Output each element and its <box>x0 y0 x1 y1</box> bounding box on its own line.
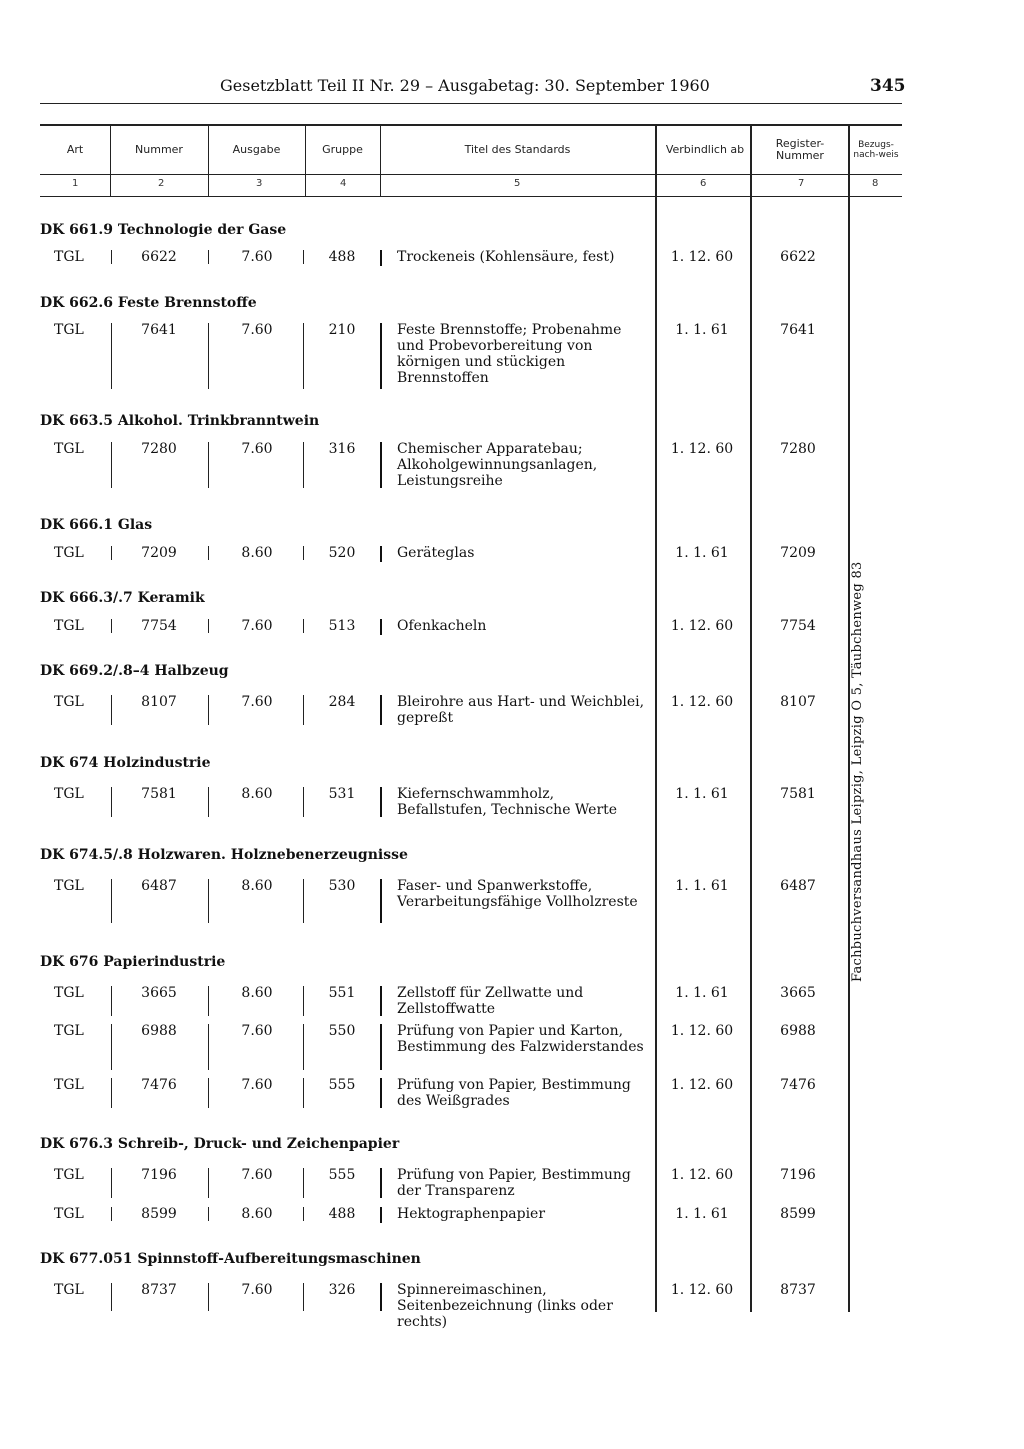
section-heading: DK 661.9 Technologie der Gase <box>40 222 287 238</box>
cell-ausgabe: 8.60 <box>241 1206 273 1222</box>
cell-gruppe: 316 <box>328 441 356 457</box>
page-header-title: Gesetzblatt Teil II Nr. 29 – Ausgabetag: 30. September 1960 <box>220 76 710 95</box>
row-separator <box>208 546 209 560</box>
cell-verbindlich: 1. 1. 61 <box>675 878 729 894</box>
row-separator <box>111 1024 112 1070</box>
section-heading: DK 676.3 Schreib-, Druck- und Zeichenpapier <box>40 1136 400 1152</box>
row-separator <box>303 250 304 264</box>
cell-verbindlich: 1. 12. 60 <box>670 1023 734 1039</box>
row-separator <box>303 1207 304 1221</box>
cell-title: Prüfung von Papier, Bestimmung der Transparenz <box>397 1167 631 1199</box>
cell-title: Prüfung von Papier und Karton, Bestimmung des Falzwiderstandes <box>397 1023 644 1055</box>
cell-nummer: 8107 <box>141 694 177 710</box>
cell-gruppe: 530 <box>328 878 356 894</box>
row-separator <box>208 879 209 923</box>
col-number: 5 <box>514 178 521 189</box>
cell-gruppe: 513 <box>328 618 356 634</box>
cell-gruppe: 555 <box>328 1167 356 1183</box>
section-heading: DK 676 Papierindustrie <box>40 954 226 970</box>
row-separator <box>380 879 382 923</box>
cell-ausgabe: 7.60 <box>241 1167 273 1183</box>
row-separator <box>111 323 112 389</box>
col-number: 8 <box>872 178 879 189</box>
row-separator <box>303 442 304 488</box>
row-separator <box>380 1207 382 1223</box>
col-number: 6 <box>700 178 707 189</box>
row-separator <box>208 1078 209 1108</box>
cell-gruppe: 326 <box>328 1282 356 1298</box>
col-header-gruppe: Gruppe <box>322 143 363 156</box>
cell-art: TGL <box>54 1023 84 1039</box>
cell-ausgabe: 8.60 <box>241 786 273 802</box>
cell-register: 8599 <box>780 1206 816 1222</box>
row-separator <box>380 619 382 635</box>
row-separator <box>111 986 112 1016</box>
cell-verbindlich: 1. 12. 60 <box>670 1077 734 1093</box>
col-header-ausgabe: Ausgabe <box>232 143 281 156</box>
col-header-titel: Titel des Standards <box>464 143 571 156</box>
cell-art: TGL <box>54 786 84 802</box>
row-separator <box>303 546 304 560</box>
cell-register: 8107 <box>780 694 816 710</box>
cell-nummer: 8599 <box>141 1206 177 1222</box>
cell-gruppe: 555 <box>328 1077 356 1093</box>
cell-ausgabe: 7.60 <box>241 322 273 338</box>
row-separator <box>380 695 382 725</box>
cell-nummer: 7641 <box>141 322 177 338</box>
col-header-nummer: Nummer <box>135 143 183 156</box>
cell-art: TGL <box>54 878 84 894</box>
cell-nummer: 7209 <box>141 545 177 561</box>
cell-verbindlich: 1. 12. 60 <box>670 249 734 265</box>
cell-ausgabe: 7.60 <box>241 1023 273 1039</box>
cell-title: Geräteglas <box>397 545 475 561</box>
cell-register: 7476 <box>780 1077 816 1093</box>
row-separator <box>111 250 112 264</box>
cell-verbindlich: 1. 12. 60 <box>670 618 734 634</box>
row-separator <box>303 787 304 817</box>
row-separator <box>380 1283 382 1311</box>
page-number: 345 <box>870 76 906 96</box>
row-separator <box>208 442 209 488</box>
cell-title: Chemischer Apparatebau; Alkoholgewinnungsanlagen, Leistungsreihe <box>397 441 598 489</box>
row-separator <box>111 695 112 725</box>
cell-title: Prüfung von Papier, Bestimmung des Weißgrades <box>397 1077 631 1109</box>
cell-art: TGL <box>54 441 84 457</box>
column-header-rule <box>40 174 902 175</box>
cell-art: TGL <box>54 985 84 1001</box>
cell-title: Spinnereimaschinen, Seitenbezeichnung (links oder rechts) <box>397 1282 613 1330</box>
row-separator <box>380 250 382 266</box>
row-separator <box>208 1283 209 1311</box>
cell-register: 6988 <box>780 1023 816 1039</box>
cell-gruppe: 210 <box>328 322 356 338</box>
row-separator <box>303 619 304 633</box>
row-separator <box>208 787 209 817</box>
cell-ausgabe: 7.60 <box>241 618 273 634</box>
col-header-bezug: Bezugs-nach-weis <box>853 140 899 160</box>
cell-nummer: 7581 <box>141 786 177 802</box>
row-separator <box>380 1168 382 1198</box>
side-note-publisher: Fachbuchversandhaus Leipzig, Leipzig O 5, Täubchenweg 83 <box>850 561 865 982</box>
cell-ausgabe: 8.60 <box>241 545 273 561</box>
row-separator <box>303 986 304 1016</box>
row-separator <box>208 986 209 1016</box>
cell-title: Trockeneis (Kohlensäure, fest) <box>397 249 615 265</box>
col-number: 1 <box>72 178 79 189</box>
cell-title: Zellstoff für Zellwatte und Zellstoffwatte <box>397 985 584 1017</box>
row-separator <box>208 323 209 389</box>
cell-nummer: 7476 <box>141 1077 177 1093</box>
cell-nummer: 7196 <box>141 1167 177 1183</box>
cell-gruppe: 550 <box>328 1023 356 1039</box>
row-separator <box>111 619 112 633</box>
row-separator <box>208 1024 209 1070</box>
cell-ausgabe: 7.60 <box>241 1282 273 1298</box>
cell-gruppe: 551 <box>328 985 356 1001</box>
cell-register: 7280 <box>780 441 816 457</box>
cell-art: TGL <box>54 1206 84 1222</box>
col-number: 4 <box>340 178 347 189</box>
cell-gruppe: 488 <box>328 1206 356 1222</box>
row-separator <box>380 442 382 488</box>
cell-gruppe: 284 <box>328 694 356 710</box>
cell-ausgabe: 8.60 <box>241 878 273 894</box>
row-separator <box>303 323 304 389</box>
cell-nummer: 6988 <box>141 1023 177 1039</box>
col-separator-register <box>750 126 752 1312</box>
cell-title: Feste Brennstoffe; Probenahme und Probevorbereitung von körnigen und stückigen Brennstoffen <box>397 322 622 386</box>
cell-art: TGL <box>54 1077 84 1093</box>
cell-ausgabe: 7.60 <box>241 1077 273 1093</box>
section-heading: DK 674.5/.8 Holzwaren. Holznebenerzeugnisse <box>40 847 408 863</box>
cell-art: TGL <box>54 545 84 561</box>
section-heading: DK 674 Holzindustrie <box>40 755 211 771</box>
cell-title: Kiefernschwammholz, Befallstufen, Technische Werte <box>397 786 618 818</box>
row-separator <box>111 879 112 923</box>
col-header-register: Register-Nummer <box>775 137 825 162</box>
row-separator <box>208 1207 209 1221</box>
row-separator <box>380 787 382 817</box>
cell-title: Faser- und Spanwerkstoffe, Verarbeitungsfähige Vollholzreste <box>397 878 638 910</box>
header-rule <box>40 103 902 104</box>
col-number: 7 <box>798 178 805 189</box>
row-separator <box>380 986 382 1016</box>
row-separator <box>111 1207 112 1221</box>
cell-verbindlich: 1. 1. 61 <box>675 985 729 1001</box>
cell-art: TGL <box>54 1167 84 1183</box>
row-separator <box>380 1078 382 1108</box>
row-separator <box>303 1078 304 1108</box>
row-separator <box>303 1024 304 1070</box>
cell-register: 6622 <box>780 249 816 265</box>
cell-verbindlich: 1. 12. 60 <box>670 1282 734 1298</box>
cell-nummer: 6622 <box>141 249 177 265</box>
col-header-art: Art <box>66 143 84 156</box>
cell-verbindlich: 1. 12. 60 <box>670 694 734 710</box>
cell-title: Hektographenpapier <box>397 1206 546 1222</box>
cell-register: 7209 <box>780 545 816 561</box>
section-heading: DK 666.1 Glas <box>40 517 153 533</box>
cell-verbindlich: 1. 12. 60 <box>670 441 734 457</box>
cell-register: 3665 <box>780 985 816 1001</box>
cell-ausgabe: 7.60 <box>241 441 273 457</box>
cell-nummer: 8737 <box>141 1282 177 1298</box>
cell-art: TGL <box>54 694 84 710</box>
cell-verbindlich: 1. 1. 61 <box>675 1206 729 1222</box>
col-number: 3 <box>256 178 263 189</box>
col-separator-verbindlich <box>655 126 657 1312</box>
row-separator <box>303 1168 304 1198</box>
section-heading: DK 669.2/.8–4 Halbzeug <box>40 663 229 679</box>
row-separator <box>208 1168 209 1198</box>
cell-gruppe: 488 <box>328 249 356 265</box>
cell-gruppe: 520 <box>328 545 356 561</box>
row-separator <box>208 695 209 725</box>
row-separator <box>380 546 382 562</box>
cell-register: 7754 <box>780 618 816 634</box>
cell-nummer: 7280 <box>141 441 177 457</box>
row-separator <box>380 1024 382 1070</box>
cell-verbindlich: 1. 1. 61 <box>675 786 729 802</box>
cell-art: TGL <box>54 1282 84 1298</box>
cell-register: 7641 <box>780 322 816 338</box>
section-heading: DK 662.6 Feste Brennstoffe <box>40 295 257 311</box>
row-separator <box>380 323 382 389</box>
row-separator <box>303 879 304 923</box>
row-separator <box>111 1168 112 1198</box>
col-number: 2 <box>158 178 165 189</box>
cell-register: 7581 <box>780 786 816 802</box>
row-separator <box>208 619 209 633</box>
col-header-verbindlich: Verbindlich ab <box>665 143 745 156</box>
cell-art: TGL <box>54 249 84 265</box>
cell-register: 6487 <box>780 878 816 894</box>
row-separator <box>208 250 209 264</box>
cell-ausgabe: 7.60 <box>241 694 273 710</box>
row-separator <box>111 1283 112 1311</box>
row-separator <box>303 695 304 725</box>
cell-register: 8737 <box>780 1282 816 1298</box>
cell-nummer: 7754 <box>141 618 177 634</box>
cell-ausgabe: 8.60 <box>241 985 273 1001</box>
row-separator <box>111 787 112 817</box>
cell-gruppe: 531 <box>328 786 356 802</box>
column-number-rule <box>40 196 902 197</box>
cell-ausgabe: 7.60 <box>241 249 273 265</box>
cell-verbindlich: 1. 1. 61 <box>675 545 729 561</box>
cell-art: TGL <box>54 618 84 634</box>
cell-nummer: 6487 <box>141 878 177 894</box>
row-separator <box>111 442 112 488</box>
section-heading: DK 663.5 Alkohol. Trinkbranntwein <box>40 413 320 429</box>
cell-title: Bleirohre aus Hart- und Weichblei, gepreßt <box>397 694 645 726</box>
cell-nummer: 3665 <box>141 985 177 1001</box>
cell-verbindlich: 1. 1. 61 <box>675 322 729 338</box>
row-separator <box>111 546 112 560</box>
row-separator <box>111 1078 112 1108</box>
row-separator <box>303 1283 304 1311</box>
section-heading: DK 666.3/.7 Keramik <box>40 590 205 606</box>
section-heading: DK 677.051 Spinnstoff-Aufbereitungsmaschinen <box>40 1251 421 1267</box>
cell-title: Ofenkacheln <box>397 618 487 634</box>
cell-art: TGL <box>54 322 84 338</box>
cell-register: 7196 <box>780 1167 816 1183</box>
cell-verbindlich: 1. 12. 60 <box>670 1167 734 1183</box>
